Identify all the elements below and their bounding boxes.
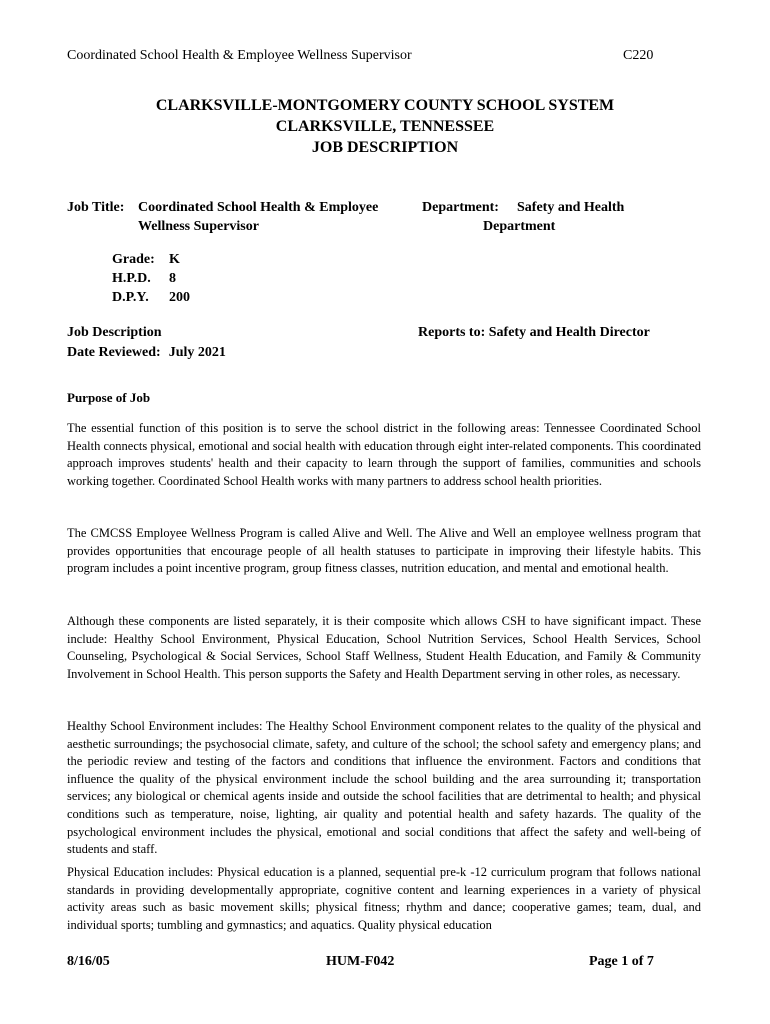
paragraph-text: Healthy School Environment includes: The Healthy School Environment component relates to the quality of the physical and aesthetic surroundings; the psychosocial climate, safety, and culture of the school; the school safety and emergency plans; and the periodic review and testing of the factors and conditions that influence the environment. Factors and conditions that influence the quality of the physical environment include the school building and the area surrounding it; transportation services; any biological or chemical agents inside and outside the school facilities that are detrimental to health; and physical conditions such as temperature, noise, lighting, air quality and potential health and safety hazards. The quality of the psychological environment includes the physical, emotional and social conditions that affect the safety and well-being of students and staff. (67, 719, 701, 857)
running-header-code: C220 (623, 48, 654, 63)
department-value-line-1: Safety and Health (517, 200, 625, 215)
footer-page-number: Page 1 of 7 (589, 954, 654, 969)
document-title (0, 95, 770, 158)
hpd-label: H.P.D. (112, 271, 151, 286)
title-line-3: JOB DESCRIPTION (311, 139, 459, 156)
running-header-title: Coordinated School Health & Employee Wellness Supervisor (67, 48, 412, 63)
dpy-value: 200 (169, 290, 190, 305)
grade-value: K (169, 252, 180, 267)
date-reviewed-row (67, 343, 226, 362)
paragraph-text: Physical Education includes: Physical education is a planned, sequential pre-k -12 curriculum program that follows national standards in providing developmentally appropriate, cognitive content and learning experiences in a variety of physical activity areas such as basic movement skills; physical fitness; rhythm and dance; cooperative games; team, dual, and individual sports; tumbling and gymnastics; and aquatics. Quality physical education (67, 865, 701, 932)
date-reviewed-value: July 2021 (168, 345, 226, 360)
grade-row (112, 250, 180, 269)
reports-to: Reports to: Safety and Health Director (418, 325, 650, 340)
grade-label: Grade: (112, 252, 155, 267)
paragraph-text: Although these components are listed separately, it is their composite which allows CSH to have significant impact. These include: Healthy School Environment, Physical Education, School Nutrition Services, School Health Services, School Counseling, Psychological & Social Services, School Staff Wellness, Student Health Education, and Family & Community Involvement in School Health. This person supports the Safety and Health Department serving in other roles, as necessary. (67, 614, 701, 681)
purpose-paragraph-5 (67, 864, 701, 934)
hpd-row (112, 269, 176, 288)
purpose-heading: Purpose of Job (67, 390, 151, 405)
paragraph-text: The essential function of this position is to serve the school district in the following areas: Tennessee Coordinated School Health connects physical, emotional and social health with education through eight inter-related components. This coordinated approach improves students' health and their capacity to learn through the support of families, communities and schools working together. Coordinated School Health works with many partners to address school health priorities. (67, 421, 701, 488)
purpose-paragraph-2 (67, 525, 701, 578)
footer-date: 8/16/05 (67, 954, 110, 969)
dpy-label: D.P.Y. (112, 290, 149, 305)
job-description-label: Job Description (67, 325, 162, 340)
hpd-value: 8 (169, 271, 176, 286)
dpy-row (112, 288, 190, 307)
title-line-2: CLARKSVILLE, TENNESSEE (275, 118, 495, 135)
purpose-paragraph-1 (67, 420, 701, 490)
paragraph-text: The CMCSS Employee Wellness Program is called Alive and Well. The Alive and Well an employee wellness program that provides opportunities that encourage people of all health statuses to participate in improving their lifestyle habits. This program includes a point incentive program, group fitness classes, nutrition education, and mental and emotional health. (67, 526, 701, 576)
purpose-paragraph-4 (67, 718, 701, 859)
date-reviewed-label: Date Reviewed: (67, 345, 161, 360)
purpose-paragraph-3 (67, 613, 701, 683)
job-title-value: Coordinated School Health & Employee Wellness Supervisor (138, 200, 379, 234)
department-value-line-2: Department (483, 219, 556, 234)
department-label: Department: (422, 200, 499, 215)
job-title-label: Job Title: (67, 200, 125, 215)
footer-form-number: HUM-F042 (326, 954, 395, 969)
title-line-1: CLARKSVILLE-MONTGOMERY COUNTY SCHOOL SYSTEM (155, 97, 615, 114)
